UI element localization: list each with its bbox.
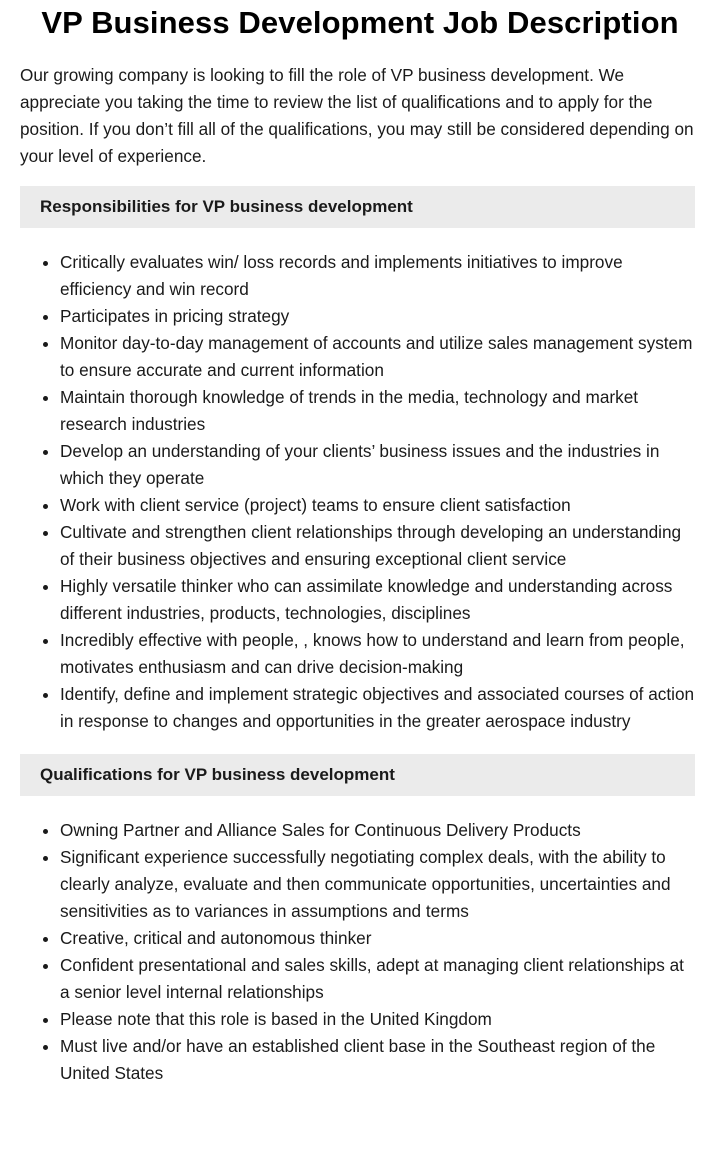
responsibility-item: Identify, define and implement strategic objectives and associated courses of action in response to changes and opportunities in the greater aerospace industry: [60, 681, 695, 735]
responsibility-item: Develop an understanding of your clients’ business issues and the industries in which they operate: [60, 438, 695, 492]
qualification-item: Owning Partner and Alliance Sales for Continuous Delivery Products: [60, 817, 695, 844]
responsibilities-list: [20, 249, 695, 735]
responsibility-item: Maintain thorough knowledge of trends in the media, technology and market research industries: [60, 384, 695, 438]
responsibility-item: Critically evaluates win/ loss records and implements initiatives to improve efficiency and win record: [60, 249, 695, 303]
page-title: VP Business Development Job Description: [41, 5, 679, 40]
responsibility-item: Work with client service (project) teams to ensure client satisfaction: [60, 492, 695, 519]
responsibility-item: Monitor day-to-day management of accounts and utilize sales management system to ensure accurate and current information: [60, 330, 695, 384]
qualification-item: Please note that this role is based in the United Kingdom: [60, 1006, 695, 1033]
responsibility-item: Incredibly effective with people, , knows how to understand and learn from people, motivates enthusiasm and can drive decision-making: [60, 627, 695, 681]
qualifications-heading: Qualifications for VP business development: [40, 765, 395, 784]
qualification-item: Creative, critical and autonomous thinker: [60, 925, 695, 952]
intro-paragraph: Our growing company is looking to fill the role of VP business development. We appreciate you taking the time to review the list of qualifications and to apply for the position. If you don’t fill all of the qualifications, you may still be considered depending on your level of experience.: [20, 65, 694, 166]
qualification-item: Confident presentational and sales skills, adept at managing client relationships at a senior level internal relationships: [60, 952, 695, 1006]
responsibility-item: Highly versatile thinker who can assimilate knowledge and understanding across different industries, products, technologies, disciplines: [60, 573, 695, 627]
qualifications-list: [20, 817, 695, 1087]
qualification-item: Must live and/or have an established client base in the Southeast region of the United States: [60, 1033, 695, 1087]
responsibility-item: Participates in pricing strategy: [60, 303, 695, 330]
qualification-item: Significant experience successfully negotiating complex deals, with the ability to clearly analyze, evaluate and then communicate opportunities, uncertainties and sensitivities as to variances in assumptions and terms: [60, 844, 695, 925]
responsibilities-header: [20, 186, 695, 228]
qualifications-header: [20, 754, 695, 796]
responsibilities-heading: Responsibilities for VP business development: [40, 197, 413, 216]
responsibility-item: Cultivate and strengthen client relationships through developing an understanding of their business objectives and ensuring exceptional client service: [60, 519, 695, 573]
